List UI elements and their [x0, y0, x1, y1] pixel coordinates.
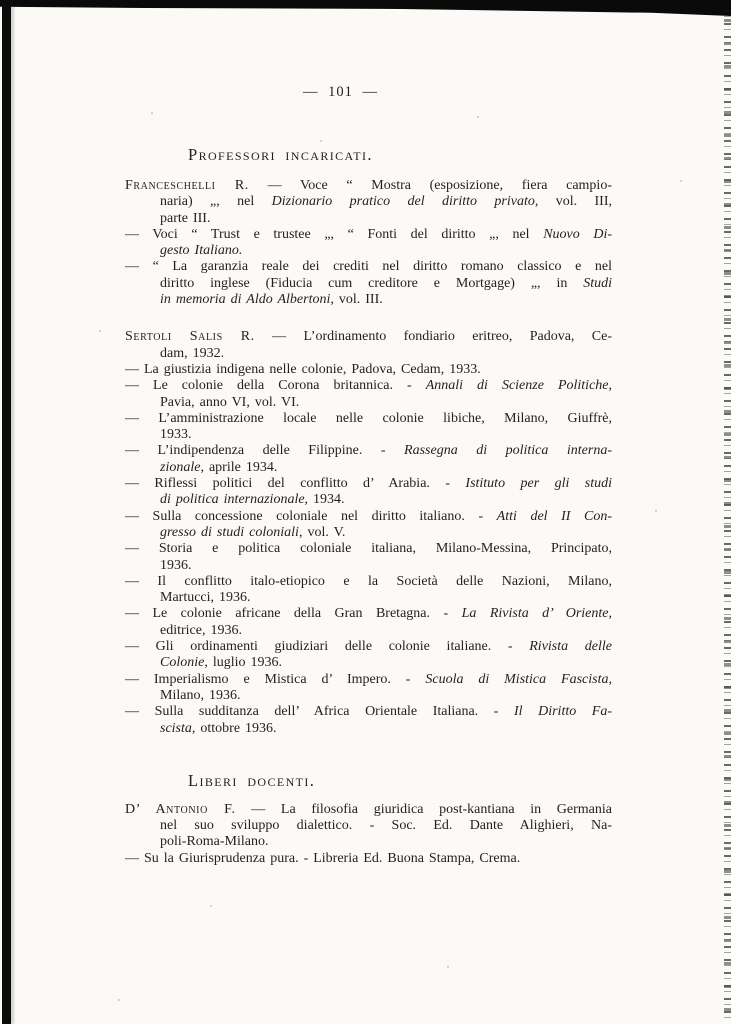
entry-line: [125, 395, 612, 411]
entry-text: — Sulla sudditanza dell’ Africa Orientale Italiana. -: [125, 704, 514, 720]
entry-line: [125, 292, 612, 308]
work-title: gesto Italiano.: [160, 243, 243, 259]
bibliography-entry: [125, 606, 612, 639]
entry-text: dam, 1932.: [160, 345, 225, 361]
entry-line: [125, 243, 612, 259]
entry-line: [125, 558, 612, 574]
scan-speckle: [151, 112, 153, 114]
entry-text: — Su la Giurisprudenza pura. - Libreria Ed. Buona Stampa, Crema.: [125, 850, 521, 866]
entry-text: editrice, 1936.: [160, 622, 242, 638]
bibliography-entry: [125, 574, 612, 607]
entry-line: [125, 639, 612, 655]
entry-line: [125, 802, 612, 818]
entry-line: [125, 427, 612, 443]
entry-line: [125, 509, 612, 525]
entry-line: [125, 834, 612, 850]
entry-line: [125, 590, 612, 606]
work-title: Scuola di Mistica Fascista,: [425, 671, 612, 687]
entry-line: [125, 704, 612, 720]
bibliography-entry: [125, 672, 612, 705]
entry-line: [125, 227, 612, 243]
bibliography-entry: [125, 802, 612, 851]
entry-text: Martucci, 1936.: [160, 590, 251, 606]
entry-text: — “ La garanzia reale dei crediti nel diritto romano classico e nel: [125, 259, 612, 275]
bibliography-entry: [125, 639, 612, 672]
entry-text: — Sulla concessione coloniale nel diritto italiano. -: [125, 508, 497, 524]
entry-text: poli-Roma-Milano.: [160, 834, 269, 850]
work-title: zionale: [160, 459, 201, 475]
entry-line: [125, 378, 612, 394]
bibliography-entry: [125, 329, 612, 362]
entry-text: — La filosofia giuridica post-kantiana in Germania: [235, 801, 612, 817]
entry-line: [125, 194, 612, 210]
bibliography-entry: [125, 443, 612, 476]
entry-line: [125, 276, 612, 292]
entry-line: [125, 259, 612, 275]
entry-line: [125, 818, 612, 834]
bibliography-entry: [125, 378, 612, 411]
bibliography-entry: [125, 259, 612, 308]
work-title: in memoria di Aldo Albertoni: [160, 292, 331, 308]
entry-line: [125, 721, 612, 737]
entry-line: [125, 329, 612, 345]
entry-text: — L’indipendenza delle Filippine. -: [125, 443, 405, 459]
work-title: La Rivista d’ Oriente,: [461, 606, 612, 622]
entry-text: , 1934.: [304, 492, 345, 508]
scan-speckle: [118, 999, 120, 1001]
scan-speckle: [680, 180, 682, 182]
work-title: Colonie: [160, 655, 205, 671]
entry-text: diritto inglese (Fiducia cum creditore e Mortgage) „, in: [160, 275, 584, 291]
bibliography-entry: [125, 411, 612, 444]
bibliography-entry: [125, 476, 612, 509]
work-title: Il Diritto Fa-: [513, 704, 612, 720]
scan-speckle: [99, 330, 101, 332]
entry-line: [125, 346, 612, 362]
entry-text: , luglio 1936.: [204, 655, 283, 671]
entry-line: [125, 688, 612, 704]
scan-speckle: [655, 510, 657, 512]
entry-line: [125, 443, 612, 459]
bibliography-entry: [125, 541, 612, 574]
entry-text: , vol. V.: [298, 524, 346, 540]
scan-edge-right-noise: [724, 10, 731, 1024]
work-title: Atti del II Con-: [496, 508, 612, 524]
entry-line: [125, 362, 612, 378]
entry-line: [125, 211, 612, 227]
work-title: scista: [160, 720, 192, 736]
section-heading: Professori incaricati.: [188, 145, 373, 164]
entry-text: 1933.: [160, 427, 192, 443]
bibliography-entry: [125, 362, 612, 378]
author-name: Sertoli Salis R.: [125, 329, 255, 345]
entry-text: — Voci “ Trust e trustee „, “ Fonti del diritto „, nel: [125, 226, 544, 242]
bibliography-entry: [125, 509, 612, 542]
entry-line: [125, 541, 612, 557]
work-title: Rassegna di politica interna-: [404, 443, 612, 459]
entry-text: — Storia e politica coloniale italiana, Milano-Messina, Principato,: [125, 541, 612, 557]
entry-text: , vol. III.: [330, 292, 383, 308]
entry-text: — Gli ordinamenti giudiziari delle colonie italiane. -: [125, 639, 530, 655]
entry-text: Pavia, anno VI, vol. VI.: [160, 394, 300, 410]
entry-text: — Le colonie africane della Gran Bretagna. -: [125, 606, 462, 622]
entry-text: — L’ordinamento fondiario eritreo, Padova, Ce-: [254, 329, 613, 345]
author-group: [125, 178, 612, 308]
entry-text: , aprile 1934.: [200, 459, 278, 475]
author-name: D’ Antonio F.: [125, 801, 236, 817]
entry-line: [125, 178, 612, 194]
author-group: [125, 329, 612, 736]
entry-line: [125, 672, 612, 688]
entry-line: [125, 574, 612, 590]
work-title: Studi: [583, 275, 612, 291]
work-title: Istituto per gli studi: [465, 476, 612, 492]
page-number: — 101 —: [303, 84, 378, 100]
scan-speckle: [210, 905, 212, 907]
section-heading: Liberi docenti.: [188, 770, 316, 790]
entry-line: [125, 606, 612, 622]
work-title: Nuovo Di-: [543, 226, 613, 242]
author-name: Franceschelli R.: [125, 178, 249, 193]
entry-text: parte III.: [160, 210, 211, 226]
entry-text: — L’amministrazione locale nelle colonie libiche, Milano, Giuffrè,: [125, 410, 612, 426]
work-title: Dizionario pratico del diritto privato: [271, 194, 535, 210]
entry-text: , ottobre 1936.: [191, 720, 277, 736]
entry-text: naria) „, nel: [160, 194, 272, 210]
author-group: [125, 802, 612, 867]
entry-text: — Riflessi politici del conflitto d’ Arabia. -: [125, 476, 466, 492]
work-title: gresso di studi coloniali: [160, 524, 299, 540]
entry-line: [125, 476, 612, 492]
entry-text: — Voce “ Mostra (esposizione, fiera campio-: [248, 178, 612, 193]
entry-line: [125, 623, 612, 639]
scan-speckle: [320, 140, 322, 142]
scan-speckle: [447, 966, 449, 968]
entry-text: — Imperialismo e Mistica d’ Impero. -: [125, 671, 426, 687]
work-title: di politica internazionale: [160, 492, 305, 508]
scan-edge-left-artifact: [2, 0, 11, 1024]
entry-line: [125, 655, 612, 671]
entry-text: — Il conflitto italo-etiopico e la Società delle Nazioni, Milano,: [125, 573, 612, 589]
entry-line: [125, 525, 612, 541]
entry-text: Milano, 1936.: [160, 687, 241, 703]
bibliography-entry: [125, 227, 612, 260]
entry-line: [125, 492, 612, 508]
entry-text: nel suo sviluppo dialettico. - Soc. Ed. Dante Alighieri, Na-: [160, 818, 612, 834]
bibliography-entry: [125, 704, 612, 737]
bibliography: [125, 145, 612, 867]
entry-text: 1936.: [160, 557, 192, 573]
entry-line: [125, 411, 612, 427]
work-title: Annali di Scienze Politiche,: [425, 378, 612, 394]
scan-speckle: [477, 116, 479, 118]
bibliography-entry: [125, 851, 612, 867]
entry-text: , vol. III,: [534, 194, 612, 210]
entry-text: — Le colonie della Corona britannica. -: [125, 378, 426, 394]
bibliography-entry: [125, 178, 612, 227]
work-title: Rivista delle: [529, 639, 612, 655]
entry-text: — La giustizia indigena nelle colonie, Padova, Cedam, 1933.: [125, 361, 481, 377]
entry-line: [125, 851, 612, 867]
entry-line: [125, 460, 612, 476]
